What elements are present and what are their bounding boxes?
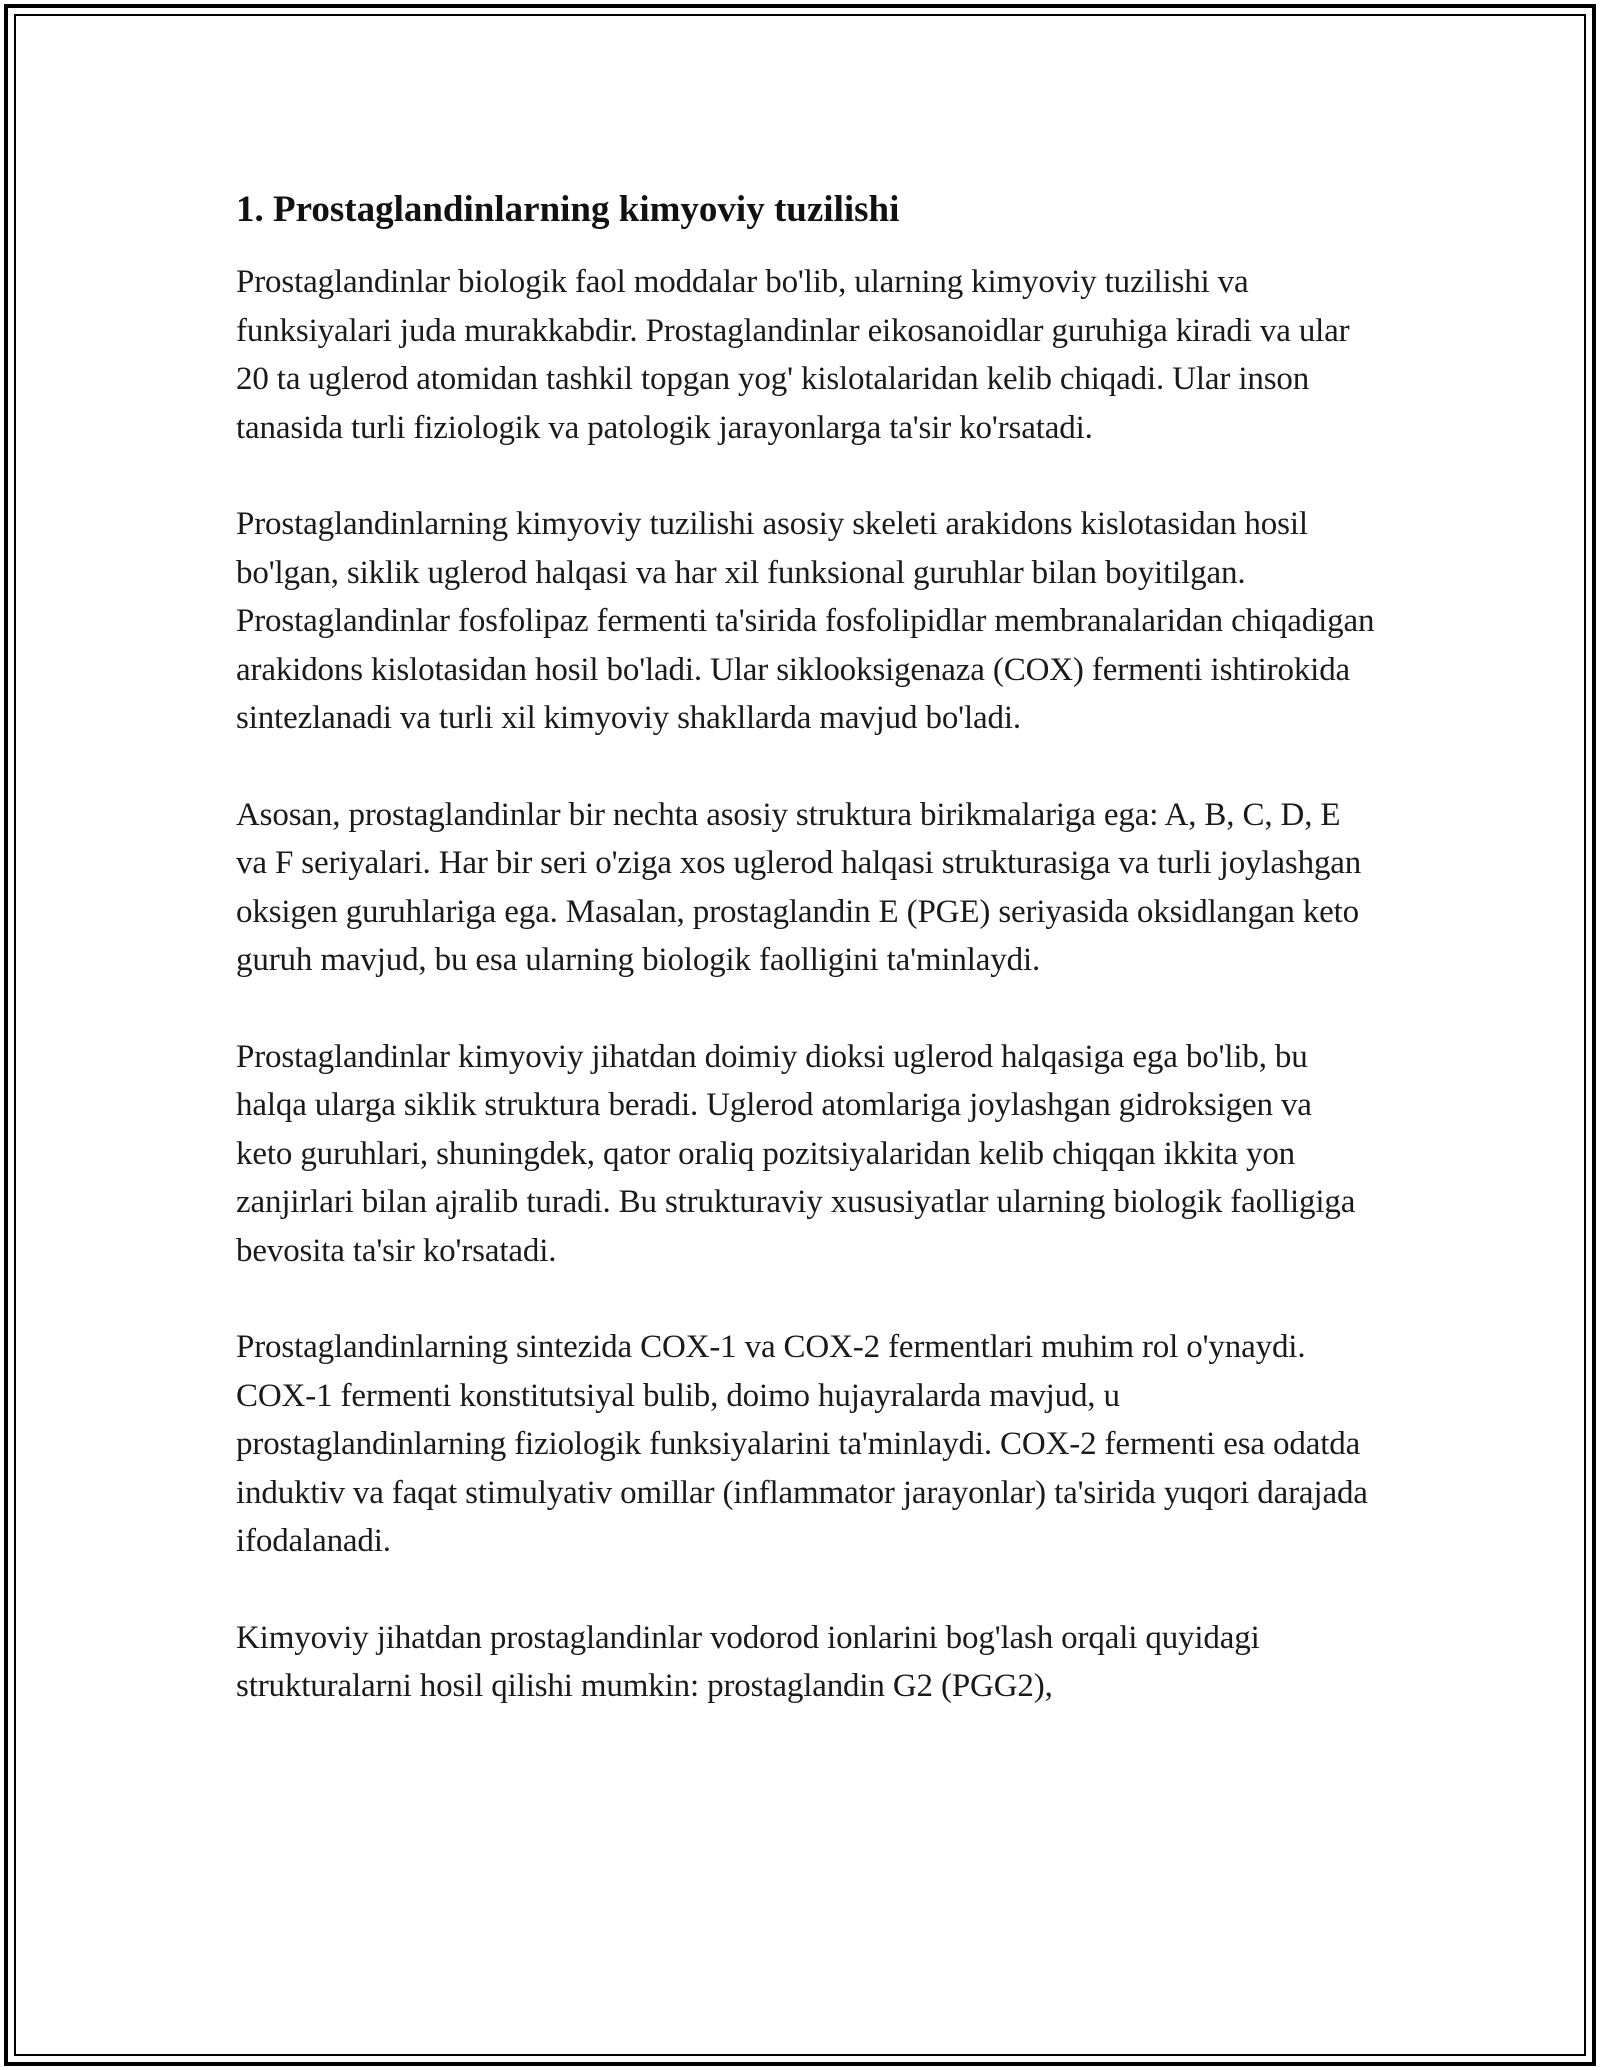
paragraph-2: Prostaglandinlarning kimyoviy tuzilishi asosiy skeleti arakidons kislotasidan hosil bo'lgan, siklik uglerod halqasi va har xil funksional guruhlar bilan boyitilgan. Prostaglandinlar fosfolipaz fermenti ta'sirida fosfolipidlar membranalaridan chiqadigan arakidons kislotasidan hosil bo'ladi. Ular siklooksigenaza (COX) fermenti ishtirokida sintezlanadi va turli xil kimyoviy shakllarda mavjud bo'ladi. [236,506,1375,736]
paragraph-1: Prostaglandinlar biologik faol moddalar bo'lib, ularning kimyoviy tuzilishi va funksiyalari juda murakkabdir. Prostaglandinlar eikosanoidlar guruhiga kiradi va ular 20 ta uglerod atomidan tashkil topgan yog' kislotalaridan kelib chiqadi. Ular inson tanasida turli fiziologik va patologik jarayonlarga ta'sir ko'rsatadi. [236,264,1350,446]
paragraph-6: Kimyoviy jihatdan prostaglandinlar vodorod ionlarini bog'lash orqali quyidagi strukturalarni hosil qilishi mumkin: prostaglandin G2 (PGG2), [236,1619,1260,1704]
paragraph-5: Prostaglandinlarning sintezida COX-1 va COX-2 fermentlari muhim rol o'ynaydi. COX-1 fermenti konstitutsiyal bulib, doimo hujayralarda mavjud, u prostaglandinlarning fiziologik funksiyalarini ta'minlaydi. COX-2 fermenti esa odatda induktiv va faqat stimulyativ omillar (inflammator jarayonlar) ta'sirida yuqori darajada ifodalanadi. [236,1329,1368,1559]
paragraph-3: Asosan, prostaglandinlar bir nechta asosiy struktura birikmalariga ega: A, B, C, D, E va F seriyalari. Har bir seri o'ziga xos uglerod halqasi strukturasiga va turli joylashgan oksigen guruhlariga ega. Masalan, prostaglandin E (PGE) seriyasida oksidlangan keto guruh mavjud, bu esa ularning biologik faolligini ta'minlaydi. [236,796,1362,978]
document-body [236,186,1376,1711]
paragraph-4: Prostaglandinlar kimyoviy jihatdan doimiy dioksi uglerod halqasiga ega bo'lib, bu halqa ularga siklik struktura beradi. Uglerod atomlariga joylashgan gidroksigen va keto guruhlari, shuningdek, qator oraliq pozitsiyalaridan kelib chiqqan ikkita yon zanjirlari bilan ajralib turadi. Bu strukturaviy xususiyatlar ularning biologik faolligiga bevosita ta'sir ko'rsatadi. [236,1038,1356,1269]
section-heading: 1. Prostaglandinlarning kimyoviy tuzilishi [236,189,900,230]
